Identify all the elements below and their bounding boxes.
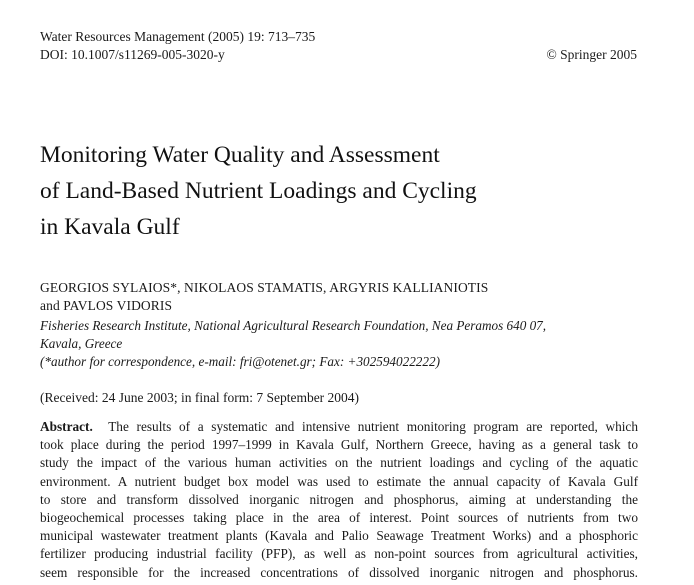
abstract-line: biogeochemical processes taking place in the area of interest. Point sources of nutrients from two (40, 510, 638, 526)
copyright-notice: © Springer 2005 (546, 47, 637, 62)
title-line: of Land-Based Nutrient Loadings and Cycling (40, 178, 477, 204)
paper-title (40, 137, 477, 245)
abstract-line: took place during the period 1997–1999 in Kavala Gulf, Northern Greece, having as a general task to (40, 437, 638, 453)
journal-citation: Water Resources Management (2005) 19: 713–735 (40, 29, 316, 44)
correspondence-line: (*author for correspondence, e-mail: fri@otenet.gr; Fax: +302594022222) (40, 354, 440, 369)
abstract-line: to store and transform dissolved inorganic nitrogen and phosphorus, aiming at understanding the (40, 491, 638, 507)
affiliation-line: Kavala, Greece (40, 336, 123, 351)
author-line: GEORGIOS SYLAIOS*, NIKOLAOS STAMATIS, ARGYRIS KALLIANIOTIS (40, 280, 489, 295)
affiliation-line: Fisheries Research Institute, National Agricultural Research Foundation, Nea Peramos 640 07, (40, 318, 547, 333)
affiliation (40, 317, 546, 371)
abstract-line: seem responsible for the increased concentrations of dissolved inorganic nitrogen and phosphorus. (40, 564, 638, 580)
abstract-first-line-text: The results of a systematic and intensive nutrient monitoring program are reported, which (108, 419, 638, 434)
abstract-line: municipal wastewater treatment plants (Kavala and Palio Seawage Treatment Works) and a phosphoric (40, 528, 638, 544)
abstract-line: environment. A nutrient budget box model was used to estimate the annual capacity of Kavala Gulf (40, 473, 638, 489)
abstract (40, 418, 638, 582)
title-line: Monitoring Water Quality and Assessment (40, 142, 440, 168)
received-dates: (Received: 24 June 2003; in final form: 7 September 2004) (40, 390, 360, 405)
abstract-line: study the impact of the various human activities on the nutrient loadings and cycling of the aquatic (40, 455, 638, 471)
author-line: and PAVLOS VIDORIS (40, 298, 173, 313)
doi: DOI: 10.1007/s11269-005-3020-y (40, 47, 225, 62)
abstract-label: Abstract. (40, 419, 93, 434)
abstract-line (40, 418, 638, 436)
abstract-line: fertilizer producing industrial facility (PFP), as well as non-point sources from agricultural activities, (40, 546, 638, 562)
author-list (40, 279, 488, 315)
title-line: in Kavala Gulf (40, 214, 180, 240)
